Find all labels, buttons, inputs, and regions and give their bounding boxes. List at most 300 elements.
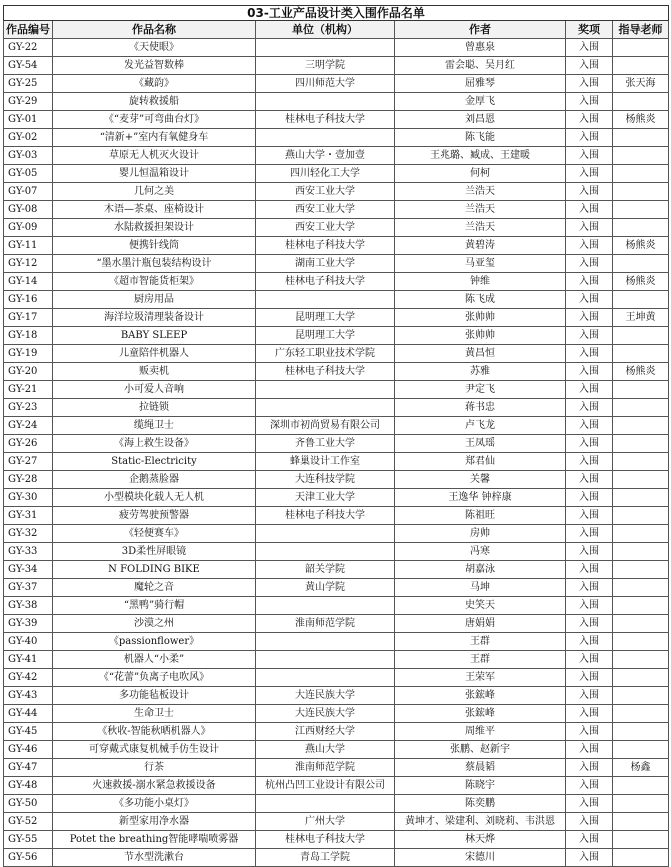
cell-unit: 深圳市初尚贸易有限公司 [256,417,395,435]
table-row [4,597,669,615]
cell-id: GY-39 [4,615,53,633]
cell-id: GY-02 [4,129,53,147]
cell-id: GY-42 [4,669,53,687]
cell-award: 入围 [566,759,613,777]
header-row [4,21,669,39]
sheet-title: 03-工业产品设计类入围作品名单 [4,6,669,21]
table-row [4,255,669,273]
cell-unit: 西安工业大学 [256,219,395,237]
cell-award: 入围 [566,201,613,219]
cell-name: 企鹅蒸脸器 [53,471,256,489]
cell-id: GY-44 [4,705,53,723]
cell-unit: 四川师范大学 [256,75,395,93]
table-row [4,453,669,471]
cell-unit [256,129,395,147]
cell-award: 入围 [566,813,613,831]
cell-author: 刘昌恩 [395,111,566,129]
table-row [4,93,669,111]
cell-author: 陈祖旺 [395,507,566,525]
cell-teacher [613,255,669,273]
cell-id: GY-47 [4,759,53,777]
cell-unit: 淮南师范学院 [256,615,395,633]
cell-id: GY-40 [4,633,53,651]
table-row [4,345,669,363]
cell-award: 入围 [566,831,613,849]
cell-award: 入围 [566,255,613,273]
cell-teacher [613,795,669,813]
cell-author: 黄昌恒 [395,345,566,363]
cell-unit [256,597,395,615]
cell-id: GY-11 [4,237,53,255]
cell-award: 入围 [566,795,613,813]
cell-unit: 天津工业大学 [256,489,395,507]
cell-award: 入围 [566,219,613,237]
table-row [4,237,669,255]
cell-unit: 昆明理工大学 [256,309,395,327]
cell-award: 入围 [566,687,613,705]
table-row [4,543,669,561]
table-row [4,291,669,309]
cell-award: 入围 [566,309,613,327]
cell-id: GY-16 [4,291,53,309]
cell-id: GY-22 [4,39,53,57]
cell-id: GY-52 [4,813,53,831]
cell-award: 入围 [566,381,613,399]
cell-award: 入围 [566,741,613,759]
cell-author: 陈飞能 [395,129,566,147]
cell-teacher [613,813,669,831]
cell-unit: 三明学院 [256,57,395,75]
cell-id: GY-21 [4,381,53,399]
cell-author: 关馨 [395,471,566,489]
cell-teacher [613,345,669,363]
cell-id: GY-19 [4,345,53,363]
header-teacher: 指导老师 [613,21,669,39]
table-row [4,165,669,183]
table-row [4,759,669,777]
cell-teacher [613,435,669,453]
cell-teacher [613,777,669,795]
cell-teacher [613,129,669,147]
cell-unit [256,291,395,309]
cell-unit: 燕山大学 [256,741,395,759]
cell-name: 新型家用净水器 [53,813,256,831]
cell-unit: 广东轻工职业技术学院 [256,345,395,363]
table-row [4,147,669,165]
cell-author: 尹定飞 [395,381,566,399]
cell-teacher [613,633,669,651]
cell-award: 入围 [566,471,613,489]
cell-id: GY-43 [4,687,53,705]
table-row [4,579,669,597]
cell-id: GY-37 [4,579,53,597]
cell-id: GY-20 [4,363,53,381]
table-row [4,849,669,867]
cell-name: 《passionflower》 [53,633,256,651]
cell-name: 《“花蕾”负离子电吹风》 [53,669,256,687]
finalist-table [3,5,669,867]
cell-name: Static-Electricity [53,453,256,471]
cell-name: 《“麦芽”可弯曲台灯》 [53,111,256,129]
table-row [4,435,669,453]
cell-award: 入围 [566,399,613,417]
cell-id: GY-27 [4,453,53,471]
cell-teacher [613,471,669,489]
cell-teacher [613,219,669,237]
cell-id: GY-17 [4,309,53,327]
cell-author: 马亚玺 [395,255,566,273]
cell-teacher [613,669,669,687]
cell-unit: 淮南师范学院 [256,759,395,777]
cell-teacher: 杨熊炎 [613,363,669,381]
table-row [4,669,669,687]
cell-teacher [613,489,669,507]
table-row [4,417,669,435]
cell-award: 入围 [566,363,613,381]
cell-unit: 大连科技学院 [256,471,395,489]
cell-unit [256,795,395,813]
cell-teacher [613,381,669,399]
cell-name: 几何之美 [53,183,256,201]
cell-award: 入围 [566,417,613,435]
cell-name: 婴儿恒温箱设计 [53,165,256,183]
cell-id: GY-03 [4,147,53,165]
table-row [4,75,669,93]
cell-id: GY-38 [4,597,53,615]
cell-unit [256,525,395,543]
cell-author: 苏雅 [395,363,566,381]
cell-id: GY-30 [4,489,53,507]
table-row [4,183,669,201]
cell-id: GY-29 [4,93,53,111]
cell-id: GY-26 [4,435,53,453]
table-row [4,57,669,75]
cell-teacher [613,615,669,633]
cell-teacher: 杨熊炎 [613,111,669,129]
cell-award: 入围 [566,291,613,309]
cell-name: 魔轮之音 [53,579,256,597]
cell-name: 《多功能小桌灯》 [53,795,256,813]
cell-award: 入围 [566,237,613,255]
table-row [4,327,669,345]
cell-teacher: 张天海 [613,75,669,93]
table-row [4,561,669,579]
cell-teacher: 王坤黄 [613,309,669,327]
cell-award: 入围 [566,327,613,345]
cell-unit: 桂林电子科技大学 [256,363,395,381]
cell-teacher [613,507,669,525]
table-row [4,201,669,219]
cell-teacher [613,741,669,759]
cell-name: 海洋垃圾清理装备设计 [53,309,256,327]
cell-author: 卢飞龙 [395,417,566,435]
cell-author: 王荣军 [395,669,566,687]
cell-unit: 桂林电子科技大学 [256,507,395,525]
cell-name: BABY SLEEP [53,327,256,345]
cell-author: 兰浩天 [395,183,566,201]
table-row [4,525,669,543]
cell-author: 何柯 [395,165,566,183]
cell-award: 入围 [566,111,613,129]
cell-award: 入围 [566,849,613,867]
table-row [4,615,669,633]
table-row [4,633,669,651]
cell-id: GY-28 [4,471,53,489]
cell-award: 入围 [566,777,613,795]
cell-unit: 桂林电子科技大学 [256,831,395,849]
cell-unit: 蜂巢设计工作室 [256,453,395,471]
cell-teacher: 杨熊炎 [613,273,669,291]
cell-author: 史笑天 [395,597,566,615]
table-row [4,309,669,327]
cell-name: 水陆救援担架设计 [53,219,256,237]
cell-teacher [613,147,669,165]
cell-author: 张鹏、赵新宇 [395,741,566,759]
cell-id: GY-31 [4,507,53,525]
cell-teacher [613,651,669,669]
cell-award: 入围 [566,579,613,597]
cell-name: “清新+”室内有氧健身车 [53,129,256,147]
cell-unit: 湖南工业大学 [256,255,395,273]
table-row [4,111,669,129]
cell-name: 儿童陪伴机器人 [53,345,256,363]
cell-teacher [613,705,669,723]
table-row [4,129,669,147]
cell-teacher [613,831,669,849]
cell-award: 入围 [566,723,613,741]
cell-author: 黄坤才、梁建利、刘晓莉、韦洪恩 [395,813,566,831]
cell-teacher [613,291,669,309]
results-sheet [3,5,668,867]
cell-author: 王凤瑶 [395,435,566,453]
cell-id: GY-08 [4,201,53,219]
cell-award: 入围 [566,165,613,183]
cell-author: 雷会聪、吴月红 [395,57,566,75]
cell-name: 多功能毡板设计 [53,687,256,705]
cell-id: GY-25 [4,75,53,93]
cell-award: 入围 [566,597,613,615]
cell-unit: 齐鲁工业大学 [256,435,395,453]
cell-award: 入围 [566,93,613,111]
cell-unit: 西安工业大学 [256,201,395,219]
cell-author: 王逸华 钟梓康 [395,489,566,507]
cell-teacher [613,453,669,471]
cell-author: 钟维 [395,273,566,291]
cell-unit: 西安工业大学 [256,183,395,201]
cell-name: 《海上救生设备》 [53,435,256,453]
cell-name: 沙漠之州 [53,615,256,633]
cell-unit [256,633,395,651]
cell-teacher [613,687,669,705]
cell-id: GY-41 [4,651,53,669]
cell-award: 入围 [566,345,613,363]
cell-name: Potet the breathing智能哮喘喷雾器 [53,831,256,849]
header-award: 奖项 [566,21,613,39]
table-row [4,471,669,489]
cell-teacher [613,723,669,741]
cell-unit: 桂林电子科技大学 [256,111,395,129]
table-row [4,399,669,417]
cell-id: GY-01 [4,111,53,129]
cell-unit: 大连民族大学 [256,705,395,723]
cell-author: 黄碧涛 [395,237,566,255]
cell-award: 入围 [566,273,613,291]
cell-author: 王群 [395,651,566,669]
table-row [4,795,669,813]
cell-unit: 大连民族大学 [256,687,395,705]
cell-award: 入围 [566,525,613,543]
table-row [4,651,669,669]
cell-award: 入围 [566,705,613,723]
cell-name: N FOLDING BIKE [53,561,256,579]
cell-id: GY-54 [4,57,53,75]
cell-author: 兰浩天 [395,201,566,219]
cell-award: 入围 [566,57,613,75]
cell-author: 宋德川 [395,849,566,867]
table-row [4,381,669,399]
cell-name: 小型模块化载人无人机 [53,489,256,507]
cell-teacher [613,525,669,543]
cell-author: 屈雅琴 [395,75,566,93]
cell-name: 小可爱人音响 [53,381,256,399]
cell-author: 唐娟娟 [395,615,566,633]
cell-name: 《秋收-智能秋晒机器人》 [53,723,256,741]
cell-id: GY-05 [4,165,53,183]
cell-name: “墨水墨汁瓶包装结构设计 [53,255,256,273]
cell-name: 缆绳卫士 [53,417,256,435]
cell-unit: 燕山大学・壹加壹 [256,147,395,165]
header-author: 作者 [395,21,566,39]
cell-unit: 韶关学院 [256,561,395,579]
cell-award: 入围 [566,75,613,93]
cell-id: GY-56 [4,849,53,867]
cell-id: GY-45 [4,723,53,741]
cell-award: 入围 [566,651,613,669]
table-row [4,687,669,705]
cell-name: 旋转救援船 [53,93,256,111]
cell-id: GY-46 [4,741,53,759]
cell-award: 入围 [566,669,613,687]
cell-unit: 四川轻化工大学 [256,165,395,183]
cell-author: 房帅 [395,525,566,543]
cell-teacher [613,561,669,579]
title-row [4,6,669,21]
cell-name: 厨房用品 [53,291,256,309]
cell-name: 《轻便赛车》 [53,525,256,543]
table-row [4,219,669,237]
cell-unit: 黄山学院 [256,579,395,597]
cell-teacher [613,579,669,597]
cell-award: 入围 [566,39,613,57]
cell-unit [256,399,395,417]
cell-author: 冯寒 [395,543,566,561]
cell-author: 蔡晨韬 [395,759,566,777]
cell-id: GY-12 [4,255,53,273]
table-row [4,831,669,849]
cell-author: 马坤 [395,579,566,597]
cell-unit: 桂林电子科技大学 [256,273,395,291]
cell-teacher [613,165,669,183]
cell-author: 胡嘉泳 [395,561,566,579]
table-row [4,273,669,291]
cell-award: 入围 [566,615,613,633]
cell-name: 草原无人机灭火设计 [53,147,256,165]
cell-award: 入围 [566,507,613,525]
cell-author: 兰浩天 [395,219,566,237]
cell-id: GY-34 [4,561,53,579]
cell-teacher [613,57,669,75]
cell-author: 张鋐峰 [395,687,566,705]
cell-teacher [613,327,669,345]
cell-id: GY-23 [4,399,53,417]
cell-unit [256,39,395,57]
cell-author: 曾惠泉 [395,39,566,57]
cell-author: 张帅帅 [395,309,566,327]
table-row [4,39,669,57]
cell-award: 入围 [566,453,613,471]
cell-name: 木语—茶桌、座椅设计 [53,201,256,219]
cell-teacher [613,543,669,561]
cell-award: 入围 [566,633,613,651]
cell-name: 生命卫士 [53,705,256,723]
cell-unit [256,543,395,561]
cell-author: 蒋书忠 [395,399,566,417]
cell-award: 入围 [566,147,613,165]
cell-award: 入围 [566,129,613,147]
cell-id: GY-18 [4,327,53,345]
cell-teacher [613,93,669,111]
table-row [4,507,669,525]
cell-teacher [613,201,669,219]
cell-name: 《天使眼》 [53,39,256,57]
cell-author: 林天烨 [395,831,566,849]
cell-name: 机器人“小柔” [53,651,256,669]
cell-id: GY-50 [4,795,53,813]
cell-teacher: 杨鑫 [613,759,669,777]
cell-author: 陈飞成 [395,291,566,309]
cell-name: 《超市智能货柜架》 [53,273,256,291]
cell-unit: 杭州凸凹工业设计有限公司 [256,777,395,795]
cell-name: 《藏韵》 [53,75,256,93]
cell-award: 入围 [566,183,613,201]
table-row [4,813,669,831]
cell-teacher [613,399,669,417]
cell-author: 王群 [395,633,566,651]
table-row [4,705,669,723]
cell-author: 张帅帅 [395,327,566,345]
cell-name: 发光益智数棒 [53,57,256,75]
cell-id: GY-33 [4,543,53,561]
cell-id: GY-14 [4,273,53,291]
cell-teacher [613,183,669,201]
cell-name: 拉链锁 [53,399,256,417]
cell-name: “黑鸭”骑行帽 [53,597,256,615]
cell-unit [256,93,395,111]
cell-award: 入围 [566,543,613,561]
cell-id: GY-32 [4,525,53,543]
header-id: 作品编号 [4,21,53,39]
cell-author: 王兆璐、臧成、王建暖 [395,147,566,165]
cell-id: GY-55 [4,831,53,849]
cell-teacher [613,417,669,435]
cell-name: 火速救援-溺水紧急救援设备 [53,777,256,795]
cell-author: 陈奕鹏 [395,795,566,813]
cell-unit: 广州大学 [256,813,395,831]
cell-unit: 桂林电子科技大学 [256,237,395,255]
cell-award: 入围 [566,435,613,453]
cell-teacher [613,597,669,615]
cell-name: 贩卖机 [53,363,256,381]
